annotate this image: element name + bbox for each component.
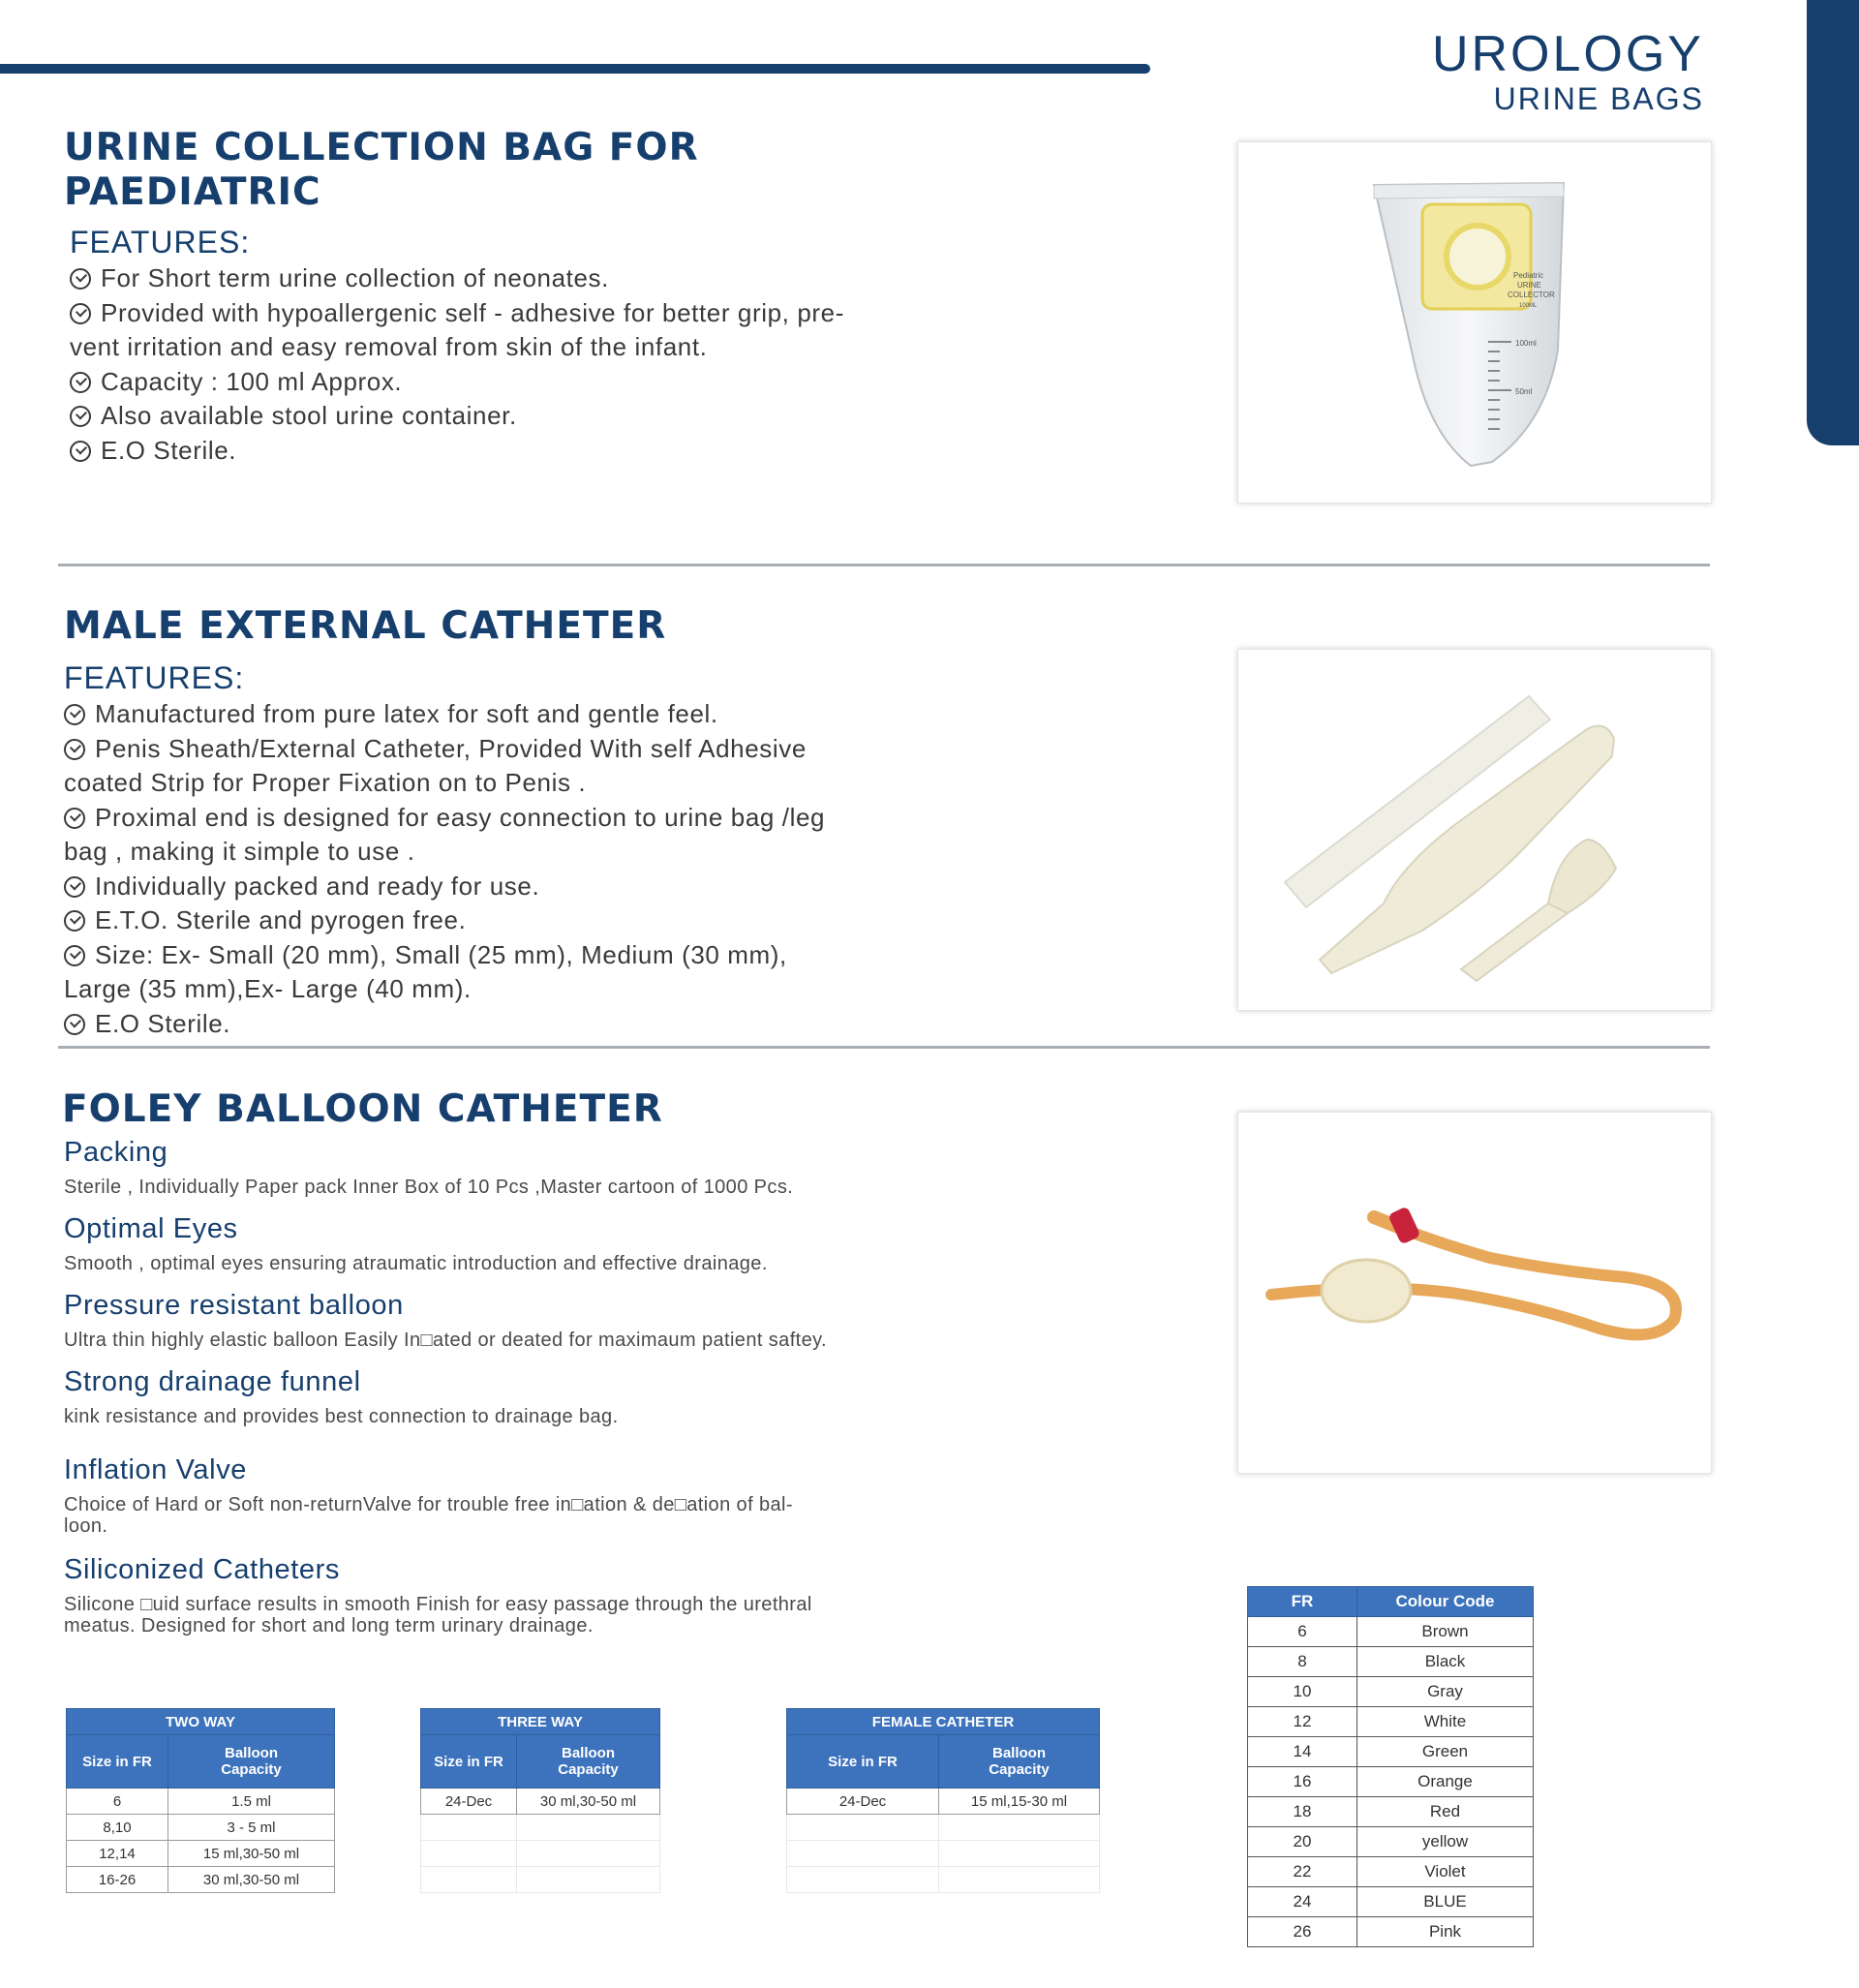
table-cell — [787, 1841, 939, 1867]
foley-item-text-line: Choice of Hard or Soft non-returnValve for trouble free in□ation & de□ation of bal- — [64, 1494, 793, 1515]
side-tab — [1807, 0, 1859, 445]
table-row — [1248, 1647, 1534, 1677]
feature-text — [64, 903, 1051, 938]
table-cell: 15 ml,15-30 ml — [939, 1789, 1100, 1815]
check-circle-icon — [70, 441, 91, 462]
table-cell — [517, 1841, 660, 1867]
three-way-table — [420, 1708, 660, 1893]
foley-item-heading: Pressure resistant balloon — [64, 1290, 404, 1321]
table-cell — [421, 1867, 517, 1893]
top-accent-bar — [0, 64, 1150, 74]
feature-text: Large (35 mm),Ex- Large (40 mm). — [64, 974, 472, 1003]
table-row — [787, 1867, 1100, 1893]
foley-item-text-line: Silicone □uid surface results in smooth Finish for easy passage through the urethral — [64, 1594, 812, 1615]
feature-item — [70, 399, 1038, 434]
table-cell: 14 — [1248, 1737, 1357, 1767]
check-circle-icon — [64, 808, 85, 829]
section1-features-label: FEATURES: — [70, 225, 251, 260]
feature-text — [64, 801, 1051, 836]
table-row — [67, 1815, 335, 1841]
table-row — [787, 1841, 1100, 1867]
feature-text-span: E.T.O. Sterile and pyrogen free. — [95, 905, 467, 934]
table-cell: 20 — [1248, 1827, 1357, 1857]
feature-text-span: Capacity : 100 ml Approx. — [101, 366, 403, 396]
table-cell: 8,10 — [67, 1815, 168, 1841]
feature-text — [70, 296, 1038, 331]
feature-text-span: Provided with hypoallergenic self - adhesive for better grip, pre- — [101, 297, 844, 327]
table-cell: Gray — [1357, 1677, 1534, 1707]
feature-text — [70, 261, 1038, 296]
table-cell: 12 — [1248, 1707, 1357, 1737]
foley-item-text — [64, 1594, 1090, 1636]
external-catheter-illustration — [1238, 650, 1711, 1010]
three-way-col-size: Size in FR — [421, 1735, 517, 1789]
table-cell: Black — [1357, 1647, 1534, 1677]
three-way-title: THREE WAY — [421, 1709, 660, 1735]
feature-text-span: Manufactured from pure latex for soft and gentle feel. — [95, 699, 718, 728]
check-circle-icon — [64, 910, 85, 932]
divider-1 — [58, 564, 1710, 566]
bag-label-4: 100ML — [1519, 303, 1538, 309]
section2-title: MALE EXTERNAL CATHETER — [64, 604, 667, 648]
bag-label-3: COLLECTOR — [1508, 291, 1555, 299]
three-way-col-balloon-line1: Balloon — [562, 1745, 615, 1761]
table-cell — [787, 1815, 939, 1841]
foley-item-text — [64, 1253, 1090, 1274]
foley-item — [64, 1454, 1090, 1537]
check-circle-icon — [70, 303, 91, 324]
table-cell — [939, 1841, 1100, 1867]
two-way-col-balloon-line1: Balloon — [225, 1745, 278, 1761]
feature-text: coated Strip for Proper Fixation on to Penis . — [64, 768, 587, 797]
foley-catheter-image — [1237, 1112, 1712, 1474]
table-row — [1248, 1677, 1534, 1707]
table-cell: 10 — [1248, 1677, 1357, 1707]
feature-text-span: For Short term urine collection of neonates. — [101, 263, 609, 292]
table-cell: Violet — [1357, 1857, 1534, 1887]
feature-item — [64, 903, 1051, 938]
feature-text — [64, 732, 1051, 767]
table-row — [1248, 1887, 1534, 1917]
two-way-table — [66, 1708, 335, 1893]
table-row — [1248, 1857, 1534, 1887]
feature-text-span: Penis Sheath/External Catheter, Provided With self Adhesive — [95, 733, 807, 763]
table-cell: Green — [1357, 1737, 1534, 1767]
foley-item-heading: Strong drainage funnel — [64, 1366, 361, 1397]
table-row — [1248, 1617, 1534, 1647]
foley-item-text — [64, 1494, 1090, 1537]
table-cell: 18 — [1248, 1797, 1357, 1827]
table-cell: 26 — [1248, 1917, 1357, 1947]
bag-mark-100: 100ml — [1515, 339, 1537, 348]
feature-item — [64, 1007, 1051, 1042]
page-header — [1432, 27, 1704, 116]
table-cell: 3 - 5 ml — [168, 1815, 335, 1841]
foley-item-text-line: meatus. Designed for short and long term urinary drainage. — [64, 1615, 594, 1636]
section1-title — [64, 126, 699, 215]
feature-item — [64, 801, 1051, 870]
feature-text-span: Proximal end is designed for easy connection to urine bag /leg — [95, 802, 826, 832]
table-row — [787, 1789, 1100, 1815]
foley-catheter-illustration — [1238, 1113, 1711, 1473]
table-cell: 15 ml,30-50 ml — [168, 1841, 335, 1867]
feature-text: bag , making it simple to use . — [64, 837, 415, 866]
urine-bag-image — [1237, 141, 1712, 504]
table-cell: 6 — [1248, 1617, 1357, 1647]
table-cell: 16 — [1248, 1767, 1357, 1797]
bag-label-1: Pediatric — [1513, 271, 1544, 280]
feature-text: vent irritation and easy removal from skin of the infant. — [70, 332, 708, 361]
table-cell: 30 ml,30-50 ml — [168, 1867, 335, 1893]
feature-text — [64, 1007, 1051, 1042]
check-circle-icon — [64, 945, 85, 966]
table-cell: Orange — [1357, 1767, 1534, 1797]
feature-item — [64, 732, 1051, 801]
subcategory-title: URINE BAGS — [1493, 81, 1704, 116]
foley-item-text-line: Sterile , Individually Paper pack Inner Box of 10 Pcs ,Master cartoon of 1000 Pcs. — [64, 1177, 794, 1198]
table-cell: 22 — [1248, 1857, 1357, 1887]
table-row — [1248, 1827, 1534, 1857]
female-col-balloon — [939, 1735, 1100, 1789]
table-cell: 16-26 — [67, 1867, 168, 1893]
feature-text — [70, 365, 1038, 400]
foley-item — [64, 1290, 1090, 1351]
table-row — [67, 1789, 335, 1815]
check-circle-icon — [64, 876, 85, 898]
check-circle-icon — [70, 372, 91, 393]
table-row — [1248, 1737, 1534, 1767]
feature-text — [70, 434, 1038, 469]
table-row — [1248, 1767, 1534, 1797]
foley-item — [64, 1137, 1090, 1198]
feature-text-span: Individually packed and ready for use. — [95, 871, 540, 901]
foley-item-text — [64, 1406, 1090, 1427]
divider-2 — [58, 1046, 1710, 1049]
foley-item-heading: Packing — [64, 1137, 168, 1168]
table-cell: 24-Dec — [421, 1789, 517, 1815]
two-way-title: TWO WAY — [67, 1709, 335, 1735]
section1-feature-list — [70, 261, 1038, 468]
three-way-col-balloon — [517, 1735, 660, 1789]
check-circle-icon — [70, 268, 91, 290]
feature-text-span: E.O Sterile. — [95, 1008, 231, 1038]
colour-code-table — [1247, 1586, 1534, 1947]
table-cell: 24 — [1248, 1887, 1357, 1917]
foley-item-heading: Siliconized Catheters — [64, 1554, 341, 1585]
check-circle-icon — [64, 704, 85, 725]
foley-item — [64, 1366, 1090, 1427]
table-cell — [939, 1867, 1100, 1893]
two-way-col-size: Size in FR — [67, 1735, 168, 1789]
section2-features-label: FEATURES: — [64, 660, 245, 695]
section3-title: FOLEY BALLOON CATHETER — [62, 1087, 663, 1131]
feature-text — [70, 399, 1038, 434]
feature-text-span: Size: Ex- Small (20 mm), Small (25 mm), Medium (30 mm), — [95, 939, 787, 969]
feature-item — [70, 434, 1038, 469]
table-row — [1248, 1917, 1534, 1947]
table-cell: 6 — [67, 1789, 168, 1815]
table-cell: BLUE — [1357, 1887, 1534, 1917]
table-row — [1248, 1797, 1534, 1827]
table-cell: 30 ml,30-50 ml — [517, 1789, 660, 1815]
two-way-col-balloon — [168, 1735, 335, 1789]
colour-code-col-colour: Colour Code — [1357, 1587, 1534, 1617]
female-col-balloon-line1: Balloon — [992, 1745, 1046, 1761]
table-cell — [421, 1815, 517, 1841]
foley-item-text-line: Ultra thin highly elastic balloon Easily In□ated or deated for maximaum patient saftey. — [64, 1330, 828, 1351]
bag-mark-50: 50ml — [1515, 387, 1533, 396]
table-cell: Pink — [1357, 1917, 1534, 1947]
foley-item-text — [64, 1330, 1090, 1351]
check-circle-icon — [70, 406, 91, 427]
table-row — [67, 1867, 335, 1893]
table-cell: White — [1357, 1707, 1534, 1737]
urine-bag-illustration — [1238, 142, 1711, 503]
bag-label-2: URINE — [1517, 281, 1541, 290]
table-row — [787, 1815, 1100, 1841]
feature-item — [70, 365, 1038, 400]
colour-code-col-fr: FR — [1248, 1587, 1357, 1617]
check-circle-icon — [64, 1014, 85, 1035]
feature-item — [64, 938, 1051, 1007]
feature-text-span: Also available stool urine container. — [101, 401, 517, 430]
table-cell — [787, 1867, 939, 1893]
table-row — [1248, 1707, 1534, 1737]
table-cell — [939, 1815, 1100, 1841]
female-title: FEMALE CATHETER — [787, 1709, 1100, 1735]
category-title: UROLOGY — [1431, 26, 1704, 82]
check-circle-icon — [64, 739, 85, 760]
table-cell: Red — [1357, 1797, 1534, 1827]
feature-item — [64, 697, 1051, 732]
foley-item-heading: Inflation Valve — [64, 1454, 248, 1485]
three-way-col-balloon-line2: Capacity — [558, 1761, 619, 1778]
foley-item-text-line: loon. — [64, 1515, 108, 1537]
table-cell: 12,14 — [67, 1841, 168, 1867]
table-row — [67, 1841, 335, 1867]
feature-text — [64, 938, 1051, 973]
two-way-col-balloon-line2: Capacity — [221, 1761, 282, 1778]
table-row — [421, 1841, 660, 1867]
table-cell: yellow — [1357, 1827, 1534, 1857]
section1-title-line2: PAEDIATRIC — [64, 170, 321, 214]
foley-feature-list — [64, 1137, 1090, 1636]
table-row — [421, 1815, 660, 1841]
feature-item — [64, 870, 1051, 904]
section2-feature-list — [64, 697, 1051, 1041]
feature-item — [70, 261, 1038, 296]
feature-text-span: E.O Sterile. — [101, 435, 237, 465]
external-catheter-image — [1237, 649, 1712, 1011]
female-catheter-table — [786, 1708, 1100, 1893]
table-row — [421, 1789, 660, 1815]
table-cell — [517, 1815, 660, 1841]
feature-item — [70, 296, 1038, 365]
foley-item-text-line: kink resistance and provides best connection to drainage bag. — [64, 1406, 619, 1427]
table-cell: 24-Dec — [787, 1789, 939, 1815]
foley-item-text — [64, 1177, 1090, 1198]
table-cell: 1.5 ml — [168, 1789, 335, 1815]
female-col-size: Size in FR — [787, 1735, 939, 1789]
foley-item — [64, 1554, 1090, 1636]
foley-item — [64, 1213, 1090, 1274]
foley-item-text-line: Smooth , optimal eyes ensuring atraumatic introduction and effective drainage. — [64, 1253, 768, 1274]
table-row — [421, 1867, 660, 1893]
feature-text — [64, 870, 1051, 904]
table-cell: Brown — [1357, 1617, 1534, 1647]
foley-item-heading: Optimal Eyes — [64, 1213, 238, 1244]
table-cell — [517, 1867, 660, 1893]
feature-text — [64, 697, 1051, 732]
section1-title-line1: URINE COLLECTION BAG FOR — [64, 126, 699, 169]
table-cell: 8 — [1248, 1647, 1357, 1677]
female-col-balloon-line2: Capacity — [989, 1761, 1050, 1778]
table-cell — [421, 1841, 517, 1867]
